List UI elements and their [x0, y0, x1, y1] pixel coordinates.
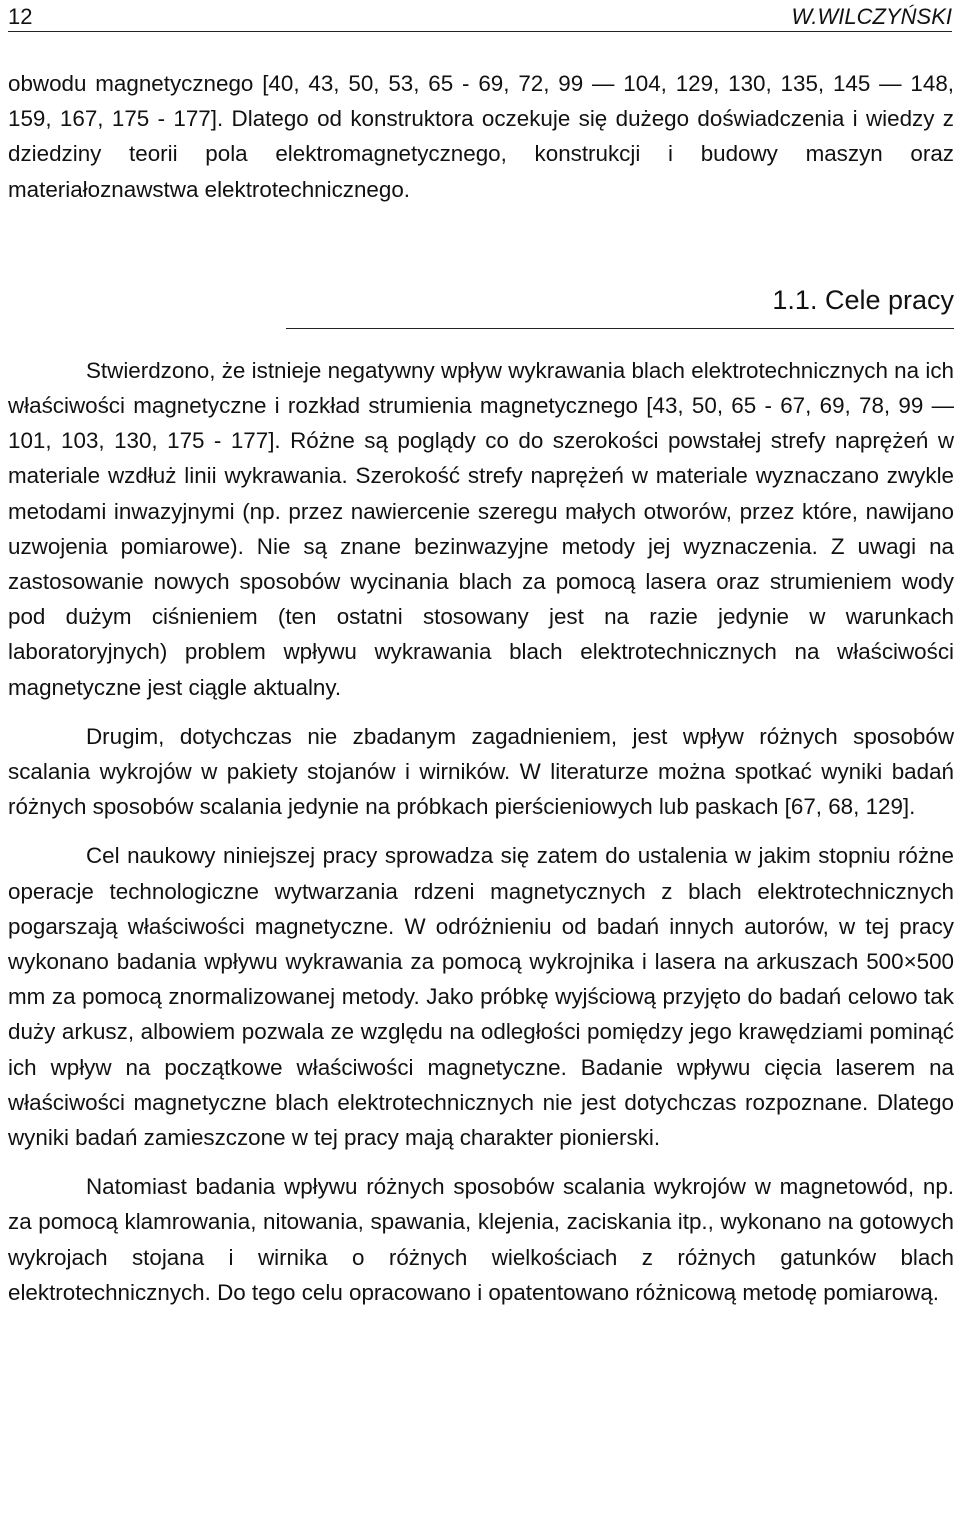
page-header — [8, 0, 952, 32]
paragraph-drugim: Drugim, dotychczas nie zbadanym zagadnieniem, jest wpływ różnych sposobów scalania wykrojów w pakiety stojanów i wirników. W literaturze można spotkać wyniki badań różnych sposobów scalania jedynie na próbkach pierścieniowych lub paskach [67, 68, 129]. — [8, 723, 954, 820]
paragraph-natomiast: Natomiast badania wpływu różnych sposobów scalania wykrojów w magnetowód, np. za pomocą klamrowania, nitowania, spawania, klejenia, zaciskania itp., wykonano na gotowych wykrojach stojana i wirnika o różnych wielkościach z różnych gatunków blach elektrotechnicznych. Do tego celu opracowano i opatentowano różnicową metodę pomiarową. — [8, 1174, 954, 1305]
intro-paragraph: obwodu magnetycznego [40, 43, 50, 53, 65 - 69, 72, 99 — 104, 129, 130, 135, 145 — 148, 159, 167, 175 - 177]. Dlatego od konstruktora oczekuje się dużego doświadczenia i wiedzy z dziedziny teorii pola elektromagnetycznego, konstrukcji i budowy maszyn oraz materiałoznawstwa elektrotechnicznego. — [8, 71, 954, 202]
running-head-author: W.WILCZYŃSKI — [791, 4, 952, 29]
paragraph-cel-naukowy: Cel naukowy niniejszej pracy sprowadza się zatem do ustalenia w jakim stopniu różne operacje technologiczne wytwarzania rdzeni magnetycznych z blach elektrotechnicznych pogarszają właściwości magnetyczne. W odróżnieniu od badań innych autorów, w tej pracy wykonano badania wpływu wykrawania za pomocą wykrojnika i lasera na arkuszach 500×500 mm za pomocą znormalizowanej metody. Jako próbkę wyjściową przyjęto do badań celowo tak duży arkusz, albowiem pozwala ze względu na odległości pomiędzy jego krawędziami pominąć ich wpływ na początkowe właściwości magnetyczne. Badanie wpływu cięcia laserem na właściwości magnetyczne blach elektrotechnicznych nie jest dotychczas rozpoznane. Dlatego wyniki badań zamieszczone w tej pracy mają charakter pionierski. — [8, 843, 954, 1151]
section-heading: 1.1. Cele pracy — [286, 280, 954, 329]
page-content — [8, 66, 954, 1310]
page-number: 12 — [8, 4, 33, 29]
paragraph-stwierdzono: Stwierdzono, że istnieje negatywny wpływ wykrawania blach elektrotechnicznych na ich właściwości magnetyczne i rozkład strumienia magnetycznego [43, 50, 65 - 67, 69, 78, 99 — 101, 103, 130, 175 - 177]. Różne są poglądy co do szerokości powstałej strefy naprężeń w materiale wzdłuż linii wykrawania. Szerokość strefy naprężeń w materiale wyznaczano zwykle metodami inwazyjnymi (np. przez nawiercenie szeregu małych otworów, przez które, nawijano uzwojenia pomiarowe). Nie są znane bezinwazyjne metody jej wyznaczenia. Z uwagi na zastosowanie nowych sposobów wycinania blach za pomocą lasera oraz strumieniem wody pod dużym ciśnieniem (ten ostatni stosowany jest na razie jedynie w warunkach laboratoryjnych) problem wpływu wykrawania blach elektrotechnicznych na właściwości magnetyczne jest ciągle aktualny. — [8, 357, 954, 700]
